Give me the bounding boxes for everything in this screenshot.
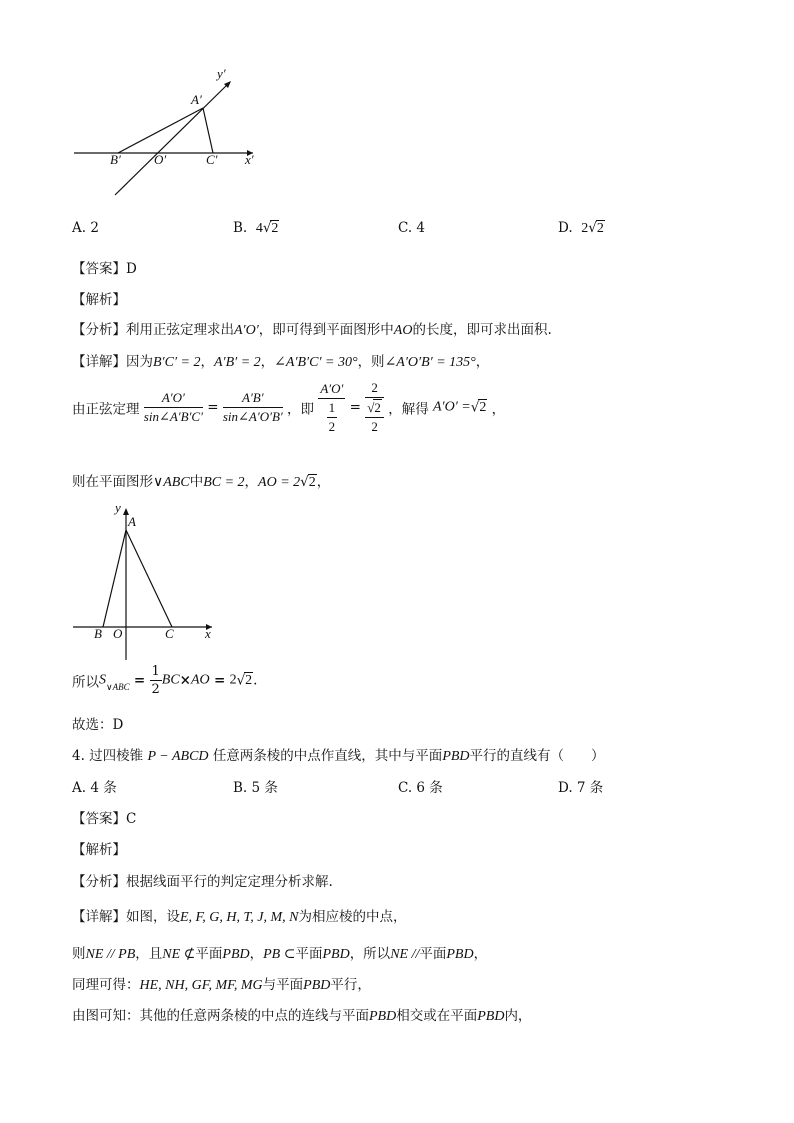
segment-a-b [118, 108, 203, 153]
label-b-prime: B′ [110, 152, 121, 167]
label-y: y [115, 500, 121, 515]
q4-line-2: 则NE // PB，且NE ⊄平面PBD，PB ⊂平面PBD，所以NE //平面PBD， [72, 946, 488, 962]
label-c-prime: C′ [206, 152, 218, 167]
option-b: B. 4√2 [233, 220, 279, 236]
analysis-heading: 【解析】 [72, 292, 126, 308]
segment-ac [126, 530, 172, 627]
label-a-prime: A′ [191, 92, 202, 107]
answer-line: 【答案】D [72, 261, 137, 277]
label-x: x [205, 626, 211, 641]
detail-line: 【详解】因为B′C′ = 2，A′B′ = 2，∠A′B′C′ = 30°，则∠A′O′B′ = 135°， [72, 354, 490, 370]
option-c: C. 4 [398, 220, 426, 236]
label-o: O [113, 626, 123, 641]
q4-line-4: 由图可知：其他的任意两条棱的中点的连线与平面PBD相交或在平面PBD内， [72, 1008, 532, 1024]
q4-option-c: C. 6 条 [398, 780, 443, 796]
q4-fenxi-line: 【分析】根据线面平行的判定定理分析求解. [72, 874, 333, 890]
q4-option-d: D. 7 条 [558, 780, 604, 796]
label-y-prime: y′ [217, 66, 226, 81]
fenxi-line: 【分析】利用正弦定理求出A′O′，即可得到平面图形中AO的长度，即可求出面积. [72, 322, 552, 338]
y-prime-axis [115, 82, 230, 195]
option-a: A. 2 [72, 220, 99, 236]
q4-line-3: 同理可得：HE, NH, GF, MF, MG与平面PBD平行， [72, 977, 371, 993]
plane-figure-line: 则在平面图形∨ABC中BC = 2，AO = 2√2， [72, 474, 331, 490]
q4-option-b: B. 5 条 [233, 780, 278, 796]
label-c: C [165, 626, 174, 641]
sine-law-line: 由正弦定理 $\frac{A'O'}{\sin\angle A'B'C'}$ = $\frac{A'B'}{\sin\angle A'O'B'}$ ，即 $\frac{A'O'}{\frac{1}{2}}$ = $\frac{2}{\frac{√2}{2}}$ ，解得 A′O′ =√2 ， [72, 380, 506, 434]
q4-option-a: A. 4 条 [72, 780, 117, 796]
label-o-prime: O′ [154, 152, 167, 167]
q4-answer-line: 【答案】C [72, 811, 137, 827]
segment-a-c [203, 108, 213, 153]
option-d: D. 2√2 [558, 220, 604, 236]
q4-stem: 4. 过四棱锥 P − ABCD 任意两条棱的中点作直线，其中与平面PBD平行的直线有（ ） [72, 748, 605, 764]
area-line: 所以$S_{\vee ABC}$ = $\frac{1}{2}$ BC×AO = 2√2. [72, 664, 258, 697]
label-x-prime: x′ [245, 152, 254, 167]
q4-detail-line: 【详解】如图，设E, F, G, H, T, J, M, N为相应棱的中点， [72, 909, 407, 925]
label-b: B [94, 626, 102, 641]
q4-analysis-heading: 【解析】 [72, 842, 126, 858]
choose-line: 故选：D [72, 717, 124, 733]
label-a: A [128, 514, 136, 529]
segment-ab [103, 530, 126, 627]
